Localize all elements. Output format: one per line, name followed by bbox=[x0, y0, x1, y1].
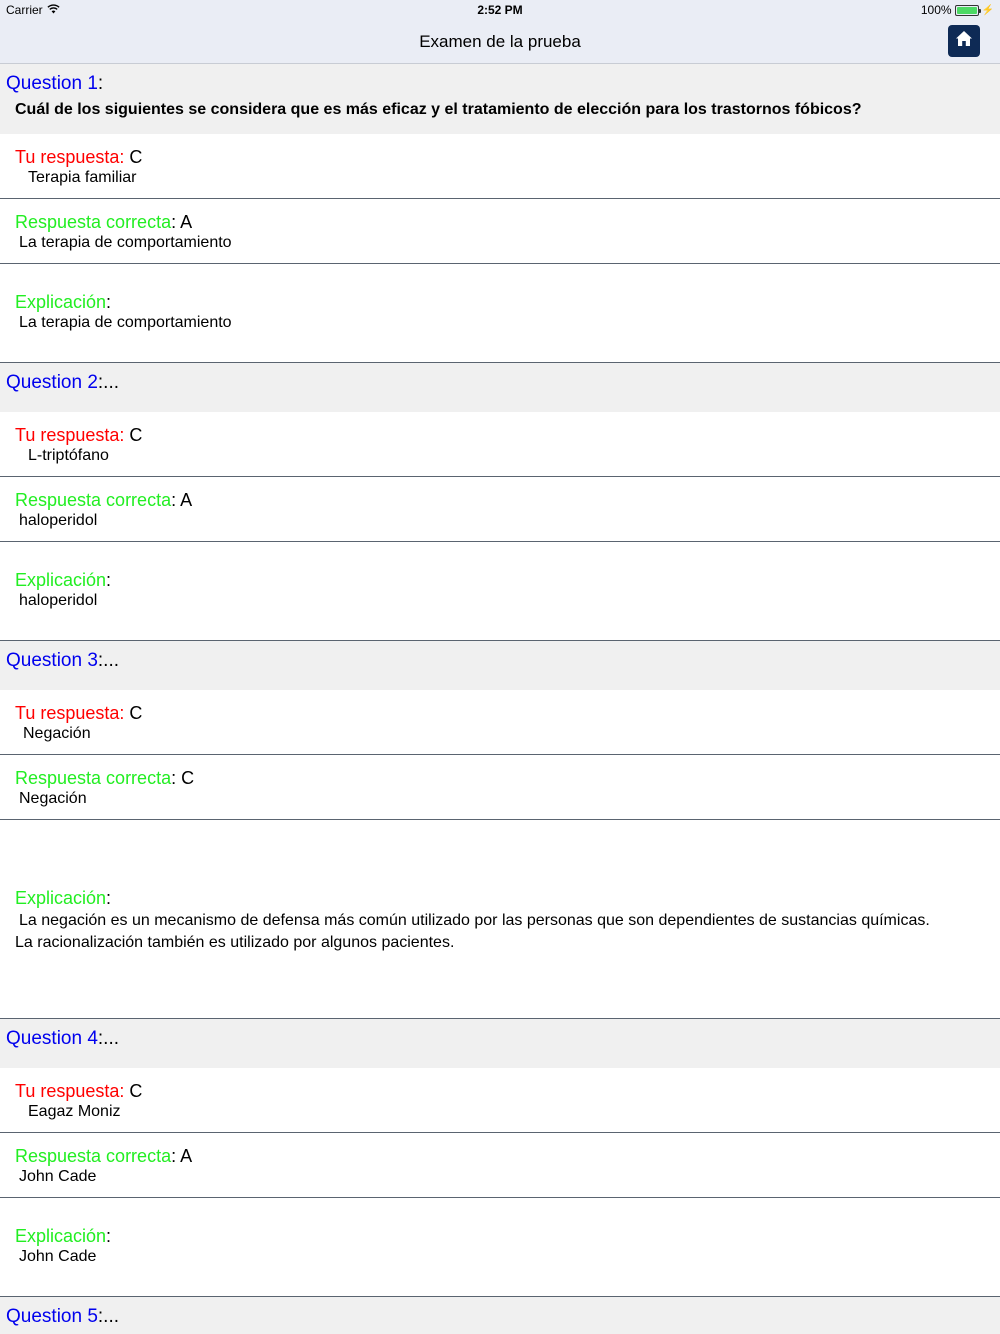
correct-answer-heading: Respuesta correcta: C bbox=[15, 768, 195, 788]
question-header[interactable] bbox=[0, 64, 1000, 134]
correct-answer-label: Respuesta correcta bbox=[15, 768, 172, 788]
your-answer-text: Eagaz Moniz bbox=[28, 1103, 121, 1120]
correct-answer-label: Respuesta correcta bbox=[15, 1146, 172, 1166]
question-number: Question 2 bbox=[6, 372, 98, 393]
your-answer-label: Tu respuesta: bbox=[15, 703, 125, 723]
question-number: Question 1 bbox=[6, 73, 98, 94]
explanation-label: Explicación bbox=[15, 888, 107, 908]
correct-answer-row bbox=[0, 755, 1000, 820]
explanation-heading: Explicación: bbox=[15, 1226, 112, 1246]
charging-icon: ⚡ bbox=[981, 4, 994, 16]
your-answer-letter: C bbox=[129, 147, 143, 167]
explanation-row bbox=[0, 542, 1000, 641]
your-answer-label: Tu respuesta: bbox=[15, 1081, 125, 1101]
your-answer-heading bbox=[15, 425, 985, 447]
explanation-heading: Explicación: bbox=[15, 888, 112, 908]
correct-answer-text: haloperidol bbox=[19, 512, 98, 529]
explanation-label: Explicación bbox=[15, 1226, 107, 1246]
explanation-heading: Explicación: bbox=[15, 292, 112, 312]
question-title-suffix: : bbox=[97, 73, 104, 94]
question-title-suffix: :... bbox=[97, 1028, 120, 1049]
correct-answer-label: Respuesta correcta bbox=[15, 212, 172, 232]
question-number: Question 4 bbox=[6, 1028, 98, 1049]
status-right bbox=[921, 3, 994, 17]
correct-answer-heading: Respuesta correcta: A bbox=[15, 490, 193, 510]
question-title bbox=[6, 73, 994, 101]
carrier-label: Carrier bbox=[6, 3, 43, 17]
correct-answer-letter: A bbox=[180, 490, 193, 510]
battery-icon bbox=[955, 5, 979, 16]
your-answer-text: L-triptófano bbox=[28, 447, 109, 464]
question-title-suffix: :... bbox=[97, 372, 120, 393]
correct-answer-letter: A bbox=[180, 212, 193, 232]
question-number: Question 5 bbox=[6, 1306, 98, 1327]
correct-answer-heading: Respuesta correcta: A bbox=[15, 212, 193, 232]
question-number: Question 3 bbox=[6, 650, 98, 671]
explanation-heading: Explicación: bbox=[15, 570, 112, 590]
your-answer-label: Tu respuesta: bbox=[15, 425, 125, 445]
question-header[interactable] bbox=[0, 641, 1000, 690]
explanation-label: Explicación bbox=[15, 292, 107, 312]
battery-percent: 100% bbox=[920, 3, 952, 17]
explanation-text: haloperidol bbox=[19, 592, 98, 609]
correct-answer-letter: A bbox=[180, 1146, 193, 1166]
page-title: Examen de la prueba bbox=[419, 32, 581, 51]
results-list bbox=[0, 64, 1000, 1334]
your-answer-heading bbox=[15, 1081, 985, 1103]
your-answer-text: Negación bbox=[23, 725, 91, 742]
your-answer-heading bbox=[15, 703, 985, 725]
your-answer-letter: C bbox=[129, 1081, 143, 1101]
question-title bbox=[6, 650, 994, 678]
explanation-label: Explicación bbox=[15, 570, 107, 590]
home-button[interactable] bbox=[948, 25, 980, 57]
home-icon bbox=[955, 30, 973, 52]
explanation-text: La terapia de comportamiento bbox=[19, 314, 232, 331]
question-title bbox=[6, 1028, 994, 1056]
explanation-row bbox=[0, 820, 1000, 1019]
question-header[interactable] bbox=[0, 1019, 1000, 1068]
status-time: 2:52 PM bbox=[477, 3, 523, 17]
your-answer-label: Tu respuesta: bbox=[15, 147, 125, 167]
correct-answer-text: Negación bbox=[19, 790, 87, 807]
your-answer-row bbox=[0, 134, 1000, 199]
correct-answer-text: John Cade bbox=[19, 1168, 97, 1185]
your-answer-heading bbox=[15, 147, 985, 169]
correct-answer-row bbox=[0, 477, 1000, 542]
your-answer-row bbox=[0, 690, 1000, 755]
your-answer-row bbox=[0, 1068, 1000, 1133]
explanation-text: John Cade bbox=[19, 1248, 97, 1265]
correct-answer-heading: Respuesta correcta: A bbox=[15, 1146, 193, 1166]
correct-answer-label: Respuesta correcta bbox=[15, 490, 172, 510]
question-text: Cuál de los siguientes se considera que es más eficaz y el tratamiento de elección para los trastornos fóbicos? bbox=[15, 101, 862, 118]
correct-answer-text: La terapia de comportamiento bbox=[19, 234, 232, 251]
question-header[interactable] bbox=[0, 363, 1000, 412]
your-answer-row bbox=[0, 412, 1000, 477]
question-title-suffix: :... bbox=[97, 650, 120, 671]
explanation-row bbox=[0, 264, 1000, 363]
explanation-row bbox=[0, 1198, 1000, 1297]
navigation-bar bbox=[0, 20, 1000, 64]
correct-answer-row bbox=[0, 199, 1000, 264]
question-title bbox=[6, 1306, 994, 1334]
status-bar bbox=[0, 0, 1000, 20]
your-answer-text: Terapia familiar bbox=[28, 169, 137, 186]
question-header[interactable] bbox=[0, 1297, 1000, 1334]
question-title-suffix: :... bbox=[97, 1306, 120, 1327]
correct-answer-letter: C bbox=[181, 768, 195, 788]
explanation-text-line-1: La negación es un mecanismo de defensa más común utilizado por las personas que son dependientes de sustancias químicas. bbox=[19, 912, 930, 929]
your-answer-letter: C bbox=[129, 703, 143, 723]
explanation-text-line-2: La racionalización también es utilizado por algunos pacientes. bbox=[15, 934, 455, 951]
your-answer-letter: C bbox=[129, 425, 143, 445]
correct-answer-row bbox=[0, 1133, 1000, 1198]
question-title bbox=[6, 372, 994, 400]
